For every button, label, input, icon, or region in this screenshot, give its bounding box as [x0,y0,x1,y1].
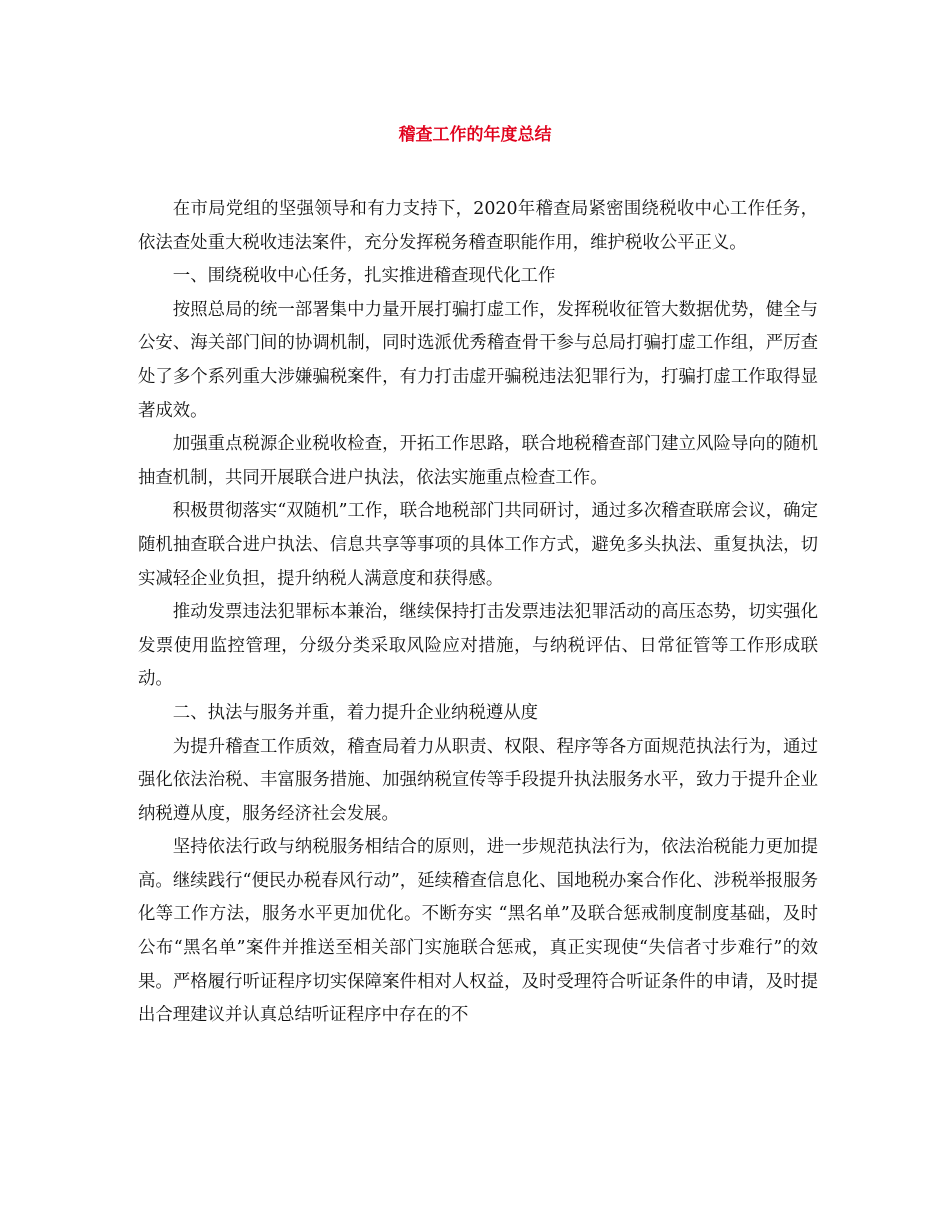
paragraph: 加强重点税源企业税收检查，开拓工作思路，联合地税稽查部门建立风险导向的随机抽查机制，共同开展联合进户执法，依法实施重点检查工作。 [138,434,818,488]
section-heading-2: 二、执法与服务并重，着力提升企业纳税遵从度 [172,702,539,723]
document-body [138,193,818,1033]
paragraph: 积极贯彻落实“双随机”工作，联合地税部门共同研讨，通过多次稽查联席会议，确定随机抽查联合进户执法、信息共享等事项的具体工作方式，避免多头执法、重复执法，切实减轻企业负担，提升纳税人满意度和获得感。 [138,501,818,589]
paragraph: 推动发票违法犯罪标本兼治，继续保持打击发票违法犯罪活动的高压态势，切实强化发票使用监控管理，分级分类采取风险应对措施，与纳税评估、日常征管等工作形成联动。 [138,602,818,690]
paragraph: 按照总局的统一部署集中力量开展打骗打虚工作，发挥税收征管大数据优势，健全与公安、海关部门间的协调机制，同时选派优秀稽查骨干参与总局打骗打虚工作组，严厉查处了多个系列重大涉嫌骗税案件，有力打击虚开骗税违法犯罪行为，打骗打虚工作取得显著成效。 [138,299,818,421]
document-title: 稽查工作的年度总结 [398,125,552,145]
section-heading-1: 一、围绕税收中心任务，扎实推进稽查现代化工作 [172,266,556,287]
paragraph-intro: 在市局党组的坚强领导和有力支持下，2020年稽查局紧密围绕税收中心工作任务，依法查处重大税收违法案件，充分发挥税务稽查职能作用，维护税收公平正义。 [138,199,818,253]
paragraph: 为提升稽查工作质效，稽查局着力从职责、权限、程序等各方面规范执法行为，通过强化依法治税、丰富服务措施、加强纳税宣传等手段提升执法服务水平，致力于提升企业纳税遵从度，服务经济社会发展。 [138,736,818,824]
paragraph: 坚持依法行政与纳税服务相结合的原则，进一步规范执法行为，依法治税能力更加提高。继续践行“便民办税春风行动”，延续稽查信息化、国地税办案合作化、涉税举报服务化等工作方法，服务水平更加优化。不断夯实 “黑名单”及联合惩戒制度制度基础，及时公布“黑名单”案件并推送至相关部门实施联合惩戒，真正实现使“失信者寸步难行”的效果。严格履行听证程序切实保障案件相对人权益，及时受理符合听证条件的申请，及时提出合理建议并认真总结听证程序中存在的不 [138,837,818,1026]
